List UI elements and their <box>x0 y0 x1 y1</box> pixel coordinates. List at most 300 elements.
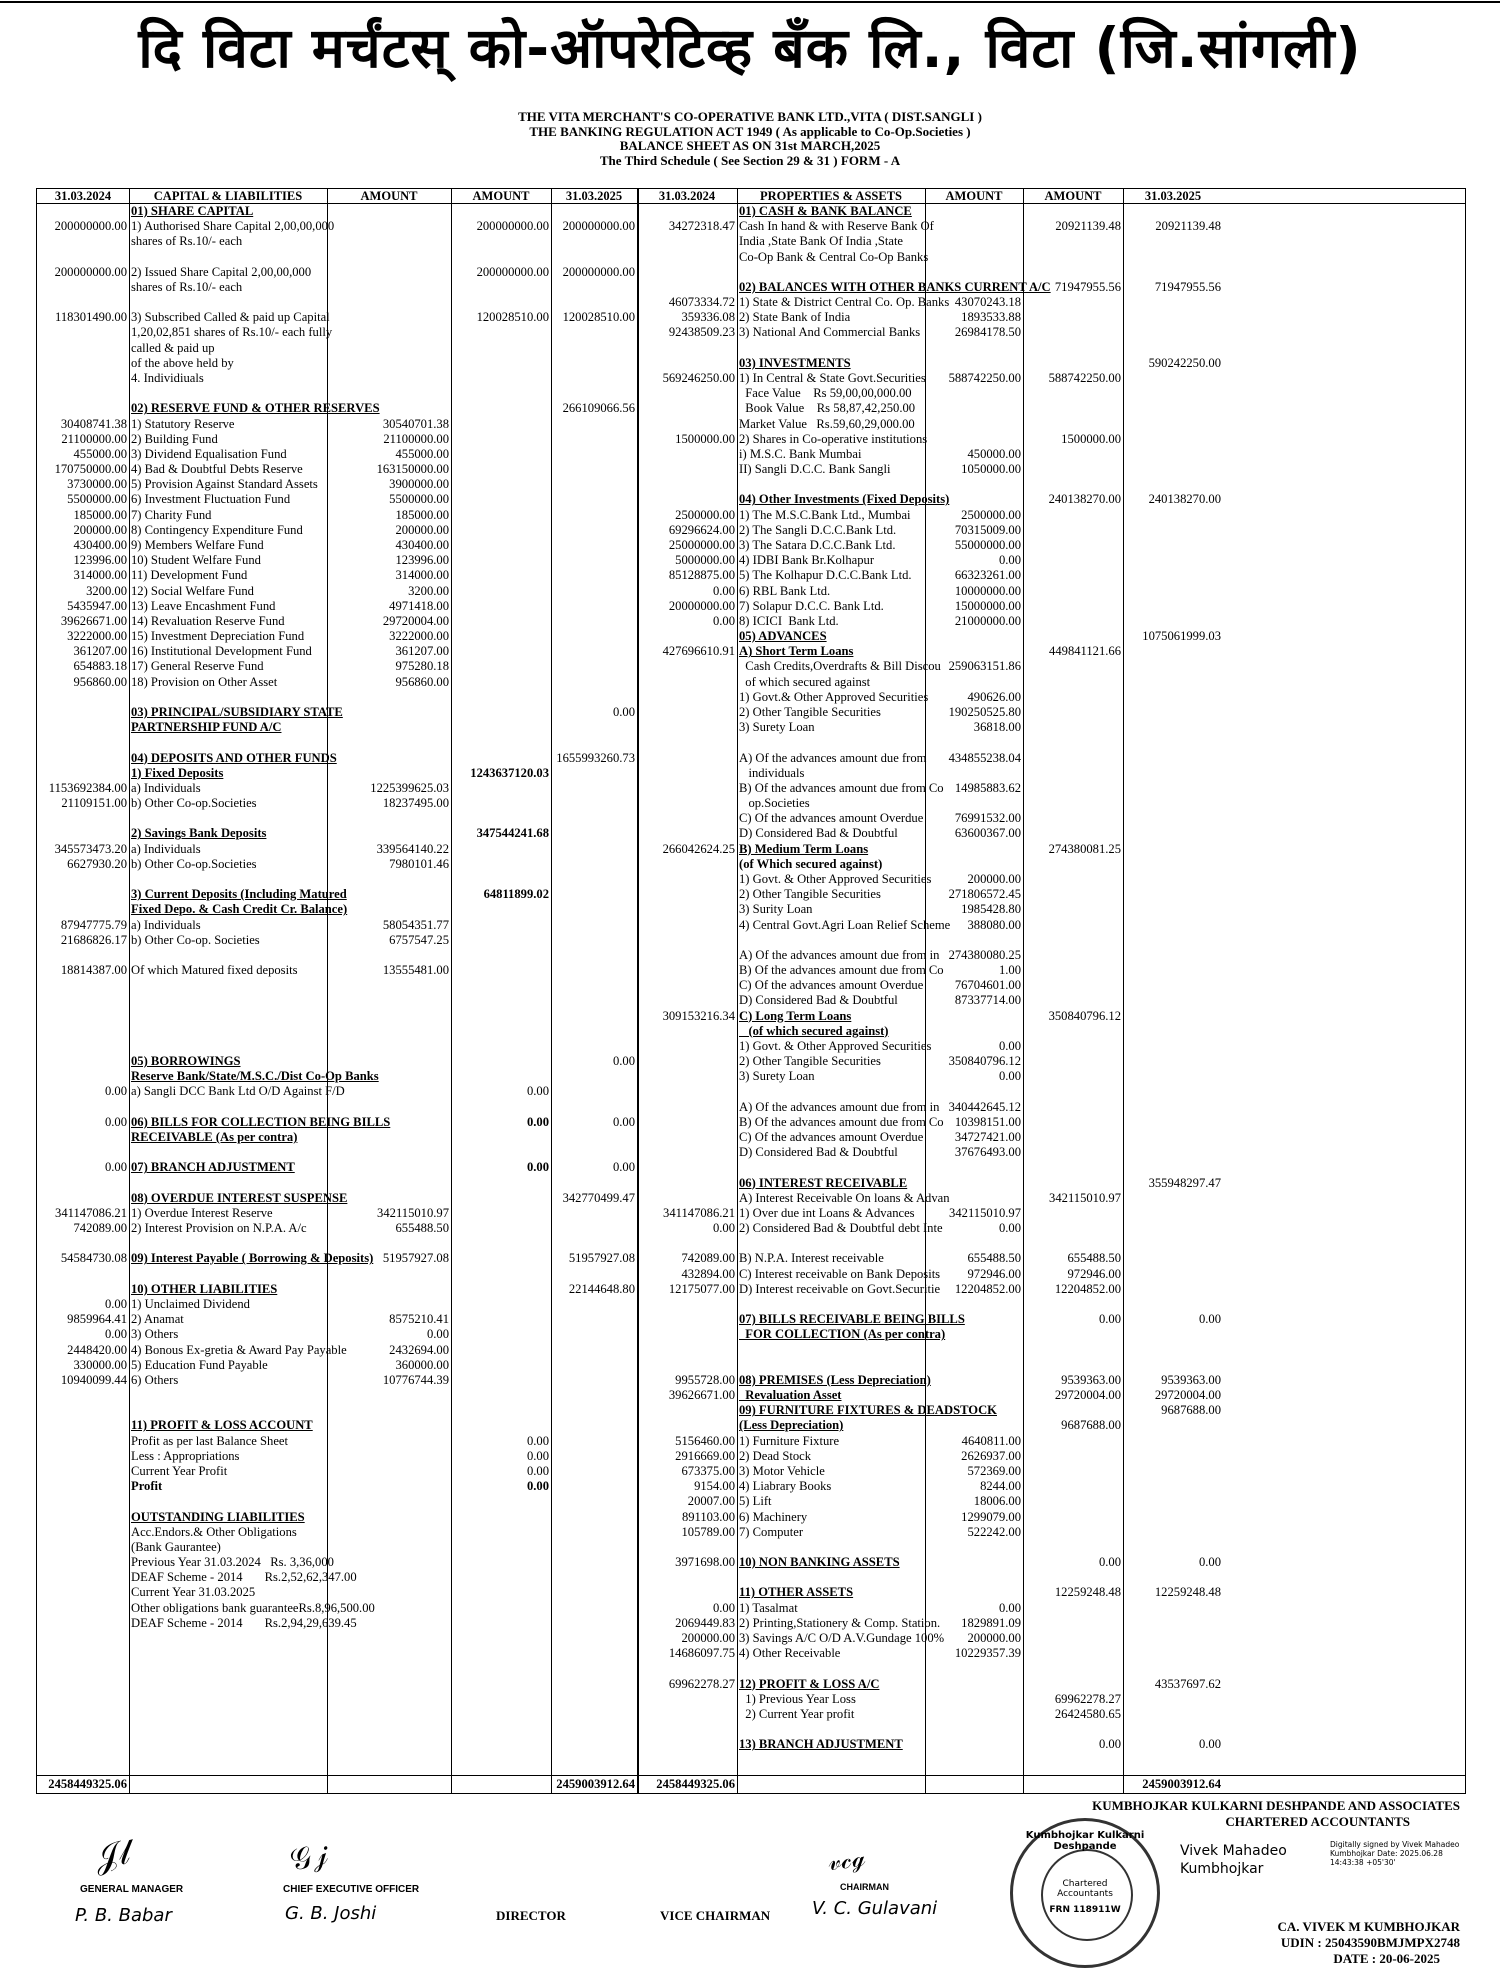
prev-year-amount: 21686826.17 <box>60 932 127 947</box>
particulars: 4) IDBI Bank Br.Kolhapur <box>739 553 875 568</box>
current-year-amount: 0.00 <box>1198 1737 1221 1752</box>
particulars: Market Value Rs.59,60,29,000.00 <box>739 416 915 431</box>
particulars: B) Medium Term Loans <box>739 841 869 856</box>
sub-amount: 450000.00 <box>967 446 1021 461</box>
prev-year-amount: 200000000.00 <box>54 264 127 279</box>
sub-amount: 340442645.12 <box>948 1099 1021 1114</box>
report-date: DATE : 20-06-2025 <box>1333 1951 1440 1966</box>
digital-signer-name: Vivek Mahadeo Kumbhojkar <box>1180 1843 1287 1877</box>
particulars: 08) OVERDUE INTEREST SUSPENSE <box>131 1190 348 1205</box>
particulars: 4) Central Govt.Agri Loan Relief Scheme <box>739 917 951 932</box>
heading-line-4: The Third Schedule ( See Section 29 & 31 ) FORM - A <box>599 152 901 168</box>
sub-amount: 15000000.00 <box>954 598 1021 613</box>
sub-amount: 271806572.45 <box>948 887 1021 902</box>
amount: 0.00 <box>526 1084 549 1099</box>
udin: UDIN : 25043590BMJMPX2748 <box>1280 1935 1460 1950</box>
particulars: 17) General Reserve Fund <box>131 659 264 674</box>
column-divider <box>551 189 552 1793</box>
particulars: 1) Statutory Reserve <box>131 416 235 431</box>
sub-amount: 123996.00 <box>395 553 449 568</box>
particulars: 3) Savings A/C O/D A.V.Gundage 100% <box>739 1630 945 1645</box>
particulars: 4) Bad & Doubtful Debts Reserve <box>131 462 303 477</box>
sub-amount: 339564140.22 <box>376 841 449 856</box>
particulars: 13) Leave Encashment Fund <box>131 598 276 613</box>
particulars: 1) Fixed Deposits <box>131 765 224 780</box>
sub-amount: 8244.00 <box>980 1479 1021 1494</box>
column-divider <box>925 189 926 1793</box>
sub-amount: 3900000.00 <box>389 477 449 492</box>
sub-amount: 361207.00 <box>395 644 449 659</box>
particulars: 05) ADVANCES <box>739 629 827 643</box>
amount: 449841121.66 <box>1049 644 1121 659</box>
particulars: shares of Rs.10/- each <box>131 279 243 294</box>
particulars: 3) National And Commercial Banks <box>739 325 921 340</box>
prev-year-amount: 105789.00 <box>681 1524 735 1539</box>
sub-amount: 274380080.25 <box>948 947 1021 962</box>
column-header: 31.03.2025 <box>1144 189 1202 203</box>
particulars: Co-Op Bank & Central Co-Op Banks <box>739 249 929 264</box>
particulars: (of which secured against) <box>739 1023 889 1038</box>
particulars: 18) Provision on Other Asset <box>131 674 278 689</box>
sub-amount: 350840796.12 <box>948 1054 1021 1069</box>
current-year-amount: 355948297.47 <box>1148 1175 1221 1190</box>
particulars: II) Sangli D.C.C. Bank Sangli <box>739 462 891 477</box>
current-year-amount: 590242250.00 <box>1148 355 1221 370</box>
particulars: 05) BORROWINGS <box>131 1054 241 1069</box>
column-header: CAPITAL & LIABILITIES <box>153 189 303 203</box>
sub-amount: 522242.00 <box>967 1524 1021 1539</box>
amount: 0.00 <box>526 1433 549 1448</box>
document-heading <box>0 110 1500 168</box>
particulars: 6) Machinery <box>739 1509 808 1524</box>
prev-year-amount: 359336.08 <box>681 310 735 325</box>
particulars: 11) OTHER ASSETS <box>739 1585 854 1600</box>
column-header: AMOUNT <box>360 189 418 203</box>
particulars: b) Other Co-op.Societies <box>131 796 257 810</box>
amount: 120028510.00 <box>476 310 549 325</box>
seal-frn: FRN 118911W <box>1049 1905 1121 1915</box>
ceo-name: G. B. Joshi <box>285 1903 377 1924</box>
amount: 1243637120.03 <box>470 765 549 780</box>
particulars: a) Individuals <box>131 780 201 795</box>
particulars: Current Year 31.03.2025 <box>131 1585 256 1600</box>
prev-year-amount: 0.00 <box>104 1114 127 1129</box>
particulars: 11) Development Fund <box>131 568 248 583</box>
particulars: 1) State & District Central Co. Op. Banks <box>739 295 950 310</box>
amount: 26424580.65 <box>1054 1706 1121 1721</box>
particulars: Cash In hand & with Reserve Bank Of <box>739 219 934 234</box>
particulars: 2) Savings Bank Deposits <box>131 826 267 841</box>
sub-amount: 10000000.00 <box>954 583 1021 598</box>
particulars: 7) Computer <box>739 1524 804 1539</box>
particulars: RECEIVABLE (As per contra) <box>131 1130 298 1144</box>
particulars: 2) Other Tangible Securities <box>739 704 881 719</box>
sub-amount: 0.00 <box>998 1069 1021 1084</box>
column-divider <box>327 189 328 1793</box>
prev-year-amount: 3971698.00 <box>675 1555 735 1569</box>
particulars: B) N.P.A. Interest receivable <box>739 1251 884 1266</box>
particulars: 06) INTEREST RECEIVABLE <box>739 1175 908 1190</box>
total-left-prev: 2458449325.06 <box>48 1777 127 1791</box>
particulars: 2) Anamat <box>131 1312 184 1327</box>
particulars: 7) Solapur D.C.C. Bank Ltd. <box>739 598 884 613</box>
particulars: DEAF Scheme - 2014 Rs.2,94,29,639.45 <box>131 1615 357 1630</box>
particulars: 01) CASH & BANK BALANCE <box>739 204 912 218</box>
particulars: 2) Considered Bad & Doubtful debt Inte <box>739 1221 943 1236</box>
prev-year-amount: 427696610.91 <box>662 644 735 659</box>
sub-amount: 434855238.04 <box>948 750 1021 765</box>
current-year-amount: 120028510.00 <box>562 310 635 325</box>
prev-year-amount: 341147086.21 <box>55 1205 127 1220</box>
particulars: C) Of the advances amount Overdue <box>739 1130 924 1144</box>
sub-amount: 87337714.00 <box>954 993 1021 1008</box>
particulars: C) Of the advances amount Overdue <box>739 811 924 826</box>
amount: 200000000.00 <box>476 264 549 279</box>
sub-amount: 0.00 <box>426 1327 449 1342</box>
prev-year-amount: 2069449.83 <box>675 1615 735 1630</box>
particulars: A) Of the advances amount due from in <box>739 947 940 962</box>
sub-amount: 63600367.00 <box>954 826 1021 841</box>
particulars: 3) Surety Loan <box>739 1069 815 1084</box>
particulars: 09) Interest Payable ( Borrowing & Deposits) <box>131 1251 374 1266</box>
particulars: D) Considered Bad & Doubtful <box>739 993 898 1008</box>
particulars: 03) PRINCIPAL/SUBSIDIARY STATE <box>131 704 343 719</box>
particulars: Cash Credits,Overdrafts & Bill Discou <box>739 659 941 674</box>
particulars: 2) Interest Provision on N.P.A. A/c <box>131 1221 307 1236</box>
particulars: 5) The Kolhapur D.C.C.Bank Ltd. <box>739 568 912 583</box>
seal-inner-text: Chartered Accountants <box>1057 1879 1113 1899</box>
prev-year-amount: 5435947.00 <box>67 598 127 613</box>
sub-amount: 572369.00 <box>967 1463 1021 1478</box>
prev-year-amount: 569246250.00 <box>662 371 735 385</box>
current-year-amount: 9539363.00 <box>1161 1372 1221 1387</box>
amount: 9687688.00 <box>1061 1418 1121 1433</box>
particulars: 1) Overdue Interest Reserve <box>131 1205 273 1220</box>
sub-amount: 4971418.00 <box>389 598 449 613</box>
bank-name-marathi: दि विटा मर्चंटस् को-ऑपरेटिव्ह बँक लि., विटा (जि.सांगली) <box>138 16 1362 80</box>
amount: 0.00 <box>1098 1555 1121 1569</box>
particulars: Fixed Depo. & Cash Credit Cr. Balance) <box>131 902 348 917</box>
chairman-name: V. C. Gulavani <box>812 1898 938 1919</box>
amount: 588742250.00 <box>1048 371 1121 385</box>
prev-year-amount: 1500000.00 <box>675 431 735 446</box>
prev-year-amount: 432894.00 <box>681 1266 735 1281</box>
particulars: Other obligations bank guaranteeRs.8,96,500.00 <box>131 1600 375 1615</box>
sub-amount: 655488.50 <box>395 1221 449 1236</box>
sub-amount: 190250525.80 <box>948 704 1021 719</box>
particulars: 5) Provision Against Standard Assets <box>131 477 318 492</box>
prev-year-amount: 3730000.00 <box>67 477 127 492</box>
particulars: Acc.Endors.& Other Obligations <box>131 1524 297 1539</box>
particulars: 8) ICICI Bank Ltd. <box>739 613 839 628</box>
current-year-amount: 1655993260.73 <box>556 750 635 765</box>
particulars: 4. Individiuals <box>131 371 204 385</box>
column-divider <box>737 189 738 1793</box>
amount: 12204852.00 <box>1054 1281 1121 1296</box>
amount: 1500000.00 <box>1061 431 1121 446</box>
particulars: shares of Rs.10/- each <box>131 234 243 249</box>
particulars: a) Individuals <box>131 917 201 932</box>
particulars: C) Of the advances amount Overdue <box>739 978 924 993</box>
current-year-amount: 240138270.00 <box>1148 492 1221 507</box>
sub-amount: 975280.18 <box>395 659 449 674</box>
amount: 0.00 <box>526 1463 549 1478</box>
current-year-amount: 0.00 <box>612 1054 635 1069</box>
particulars: 02) BALANCES WITH OTHER BANKS CURRENT A/C <box>739 279 1051 294</box>
prev-year-amount: 92438509.23 <box>668 325 735 340</box>
sub-amount: 342115010.97 <box>949 1205 1021 1220</box>
prev-year-amount: 0.00 <box>712 1221 735 1236</box>
prev-year-amount: 361207.00 <box>73 644 127 659</box>
current-year-amount: 0.00 <box>1198 1312 1221 1327</box>
particulars: individuals <box>739 765 805 780</box>
particulars: b) Other Co-op. Societies <box>131 932 260 947</box>
particulars: 6) RBL Bank Ltd. <box>739 583 831 598</box>
current-year-amount: 22144648.80 <box>568 1281 635 1296</box>
particulars: 01) SHARE CAPITAL <box>131 204 254 218</box>
particulars: 3) The Satara D.C.C.Bank Ltd. <box>739 538 896 552</box>
amount: 0.00 <box>1098 1737 1121 1752</box>
particulars: Profit <box>131 1479 163 1494</box>
prev-year-amount: 9955728.00 <box>675 1372 735 1387</box>
seal-text: Kumbhojkar Kulkarni Deshpande <box>1025 1830 1145 1852</box>
sub-amount: 10398151.00 <box>954 1114 1021 1129</box>
prev-year-amount: 1153692384.00 <box>48 780 127 795</box>
particulars: Book Value Rs 58,87,42,250.00 <box>739 401 916 416</box>
sub-amount: 200000.00 <box>967 1630 1021 1645</box>
particulars: PARTNERSHIP FUND A/C <box>131 720 282 735</box>
prev-year-amount: 891103.00 <box>681 1509 735 1524</box>
particulars: 6) Investment Fluctuation Fund <box>131 492 291 507</box>
prev-year-amount: 0.00 <box>712 613 735 628</box>
particulars: 3) Others <box>131 1327 179 1342</box>
column-header: 31.03.2024 <box>54 189 112 203</box>
particulars: 11) PROFIT & LOSS ACCOUNT <box>131 1418 313 1433</box>
particulars: DEAF Scheme - 2014 Rs.2,52,62,347.00 <box>131 1570 357 1585</box>
particulars: FOR COLLECTION (As per contra) <box>739 1327 946 1342</box>
column-divider <box>451 189 452 1793</box>
particulars: Revaluation Asset <box>739 1388 842 1402</box>
sub-amount: 6757547.25 <box>389 932 449 947</box>
amount: 342115010.97 <box>1049 1190 1121 1205</box>
prev-year-amount: 3222000.00 <box>67 629 127 643</box>
particulars: 2) Building Fund <box>131 431 218 446</box>
sub-amount: 200000.00 <box>395 522 449 537</box>
particulars: 5) Education Fund Payable <box>131 1357 268 1372</box>
particulars: 14) Revaluation Reserve Fund <box>131 613 285 628</box>
prev-year-amount: 5500000.00 <box>67 492 127 507</box>
sub-amount: 34727421.00 <box>954 1130 1021 1144</box>
prev-year-amount: 5000000.00 <box>675 553 735 568</box>
current-year-amount: 266109066.56 <box>562 401 635 416</box>
prev-year-amount: 185000.00 <box>73 507 127 522</box>
particulars: (Less Depreciation) <box>739 1418 844 1433</box>
particulars: 1) The M.S.C.Bank Ltd., Mumbai <box>739 507 911 522</box>
amount: 0.00 <box>526 1114 549 1129</box>
sub-amount: 314000.00 <box>395 568 449 583</box>
prev-year-amount: 34272318.47 <box>668 219 735 234</box>
particulars: 07) BILLS RECEIVABLE BEING BILLS <box>739 1312 965 1327</box>
prev-year-amount: 6627930.20 <box>67 856 127 871</box>
sub-amount: 1225399625.03 <box>370 780 449 795</box>
particulars: OUTSTANDING LIABILITIES <box>131 1509 305 1524</box>
particulars: 2) Printing,Stationery & Comp. Station. <box>739 1615 941 1630</box>
particulars: 1) Unclaimed Dividend <box>131 1297 250 1311</box>
sub-amount: 430400.00 <box>395 538 449 552</box>
ceo-signature: 𝒢𝒿 <box>286 1836 332 1879</box>
sub-amount: 2626937.00 <box>961 1448 1021 1463</box>
particulars: 4) Bonous Ex-gretia & Award Pay Payable <box>131 1342 347 1357</box>
amount: 69962278.27 <box>1054 1691 1121 1706</box>
particulars: i) M.S.C. Bank Mumbai <box>739 446 862 461</box>
current-year-amount: 0.00 <box>612 704 635 719</box>
prev-year-amount: 2448420.00 <box>67 1342 127 1357</box>
prev-year-amount: 742089.00 <box>681 1251 735 1266</box>
particulars: 3) Dividend Equalisation Fund <box>131 446 287 461</box>
sub-amount: 490626.00 <box>967 689 1021 704</box>
particulars: 12) PROFIT & LOSS A/C <box>739 1676 880 1691</box>
prev-year-amount: 314000.00 <box>73 568 127 583</box>
particulars: 2) Current Year profit <box>739 1706 855 1721</box>
prev-year-amount: 85128875.00 <box>668 568 735 583</box>
column-header: PROPERTIES & ASSETS <box>760 189 902 203</box>
sub-amount: 30540701.38 <box>382 416 449 431</box>
general-manager-label: GENERAL MANAGER <box>80 1884 184 1895</box>
prev-year-amount: 2916669.00 <box>675 1448 735 1463</box>
particulars: 7) Charity Fund <box>131 507 212 522</box>
current-year-amount: 51957927.08 <box>568 1251 635 1266</box>
sub-amount: 21100000.00 <box>383 431 449 446</box>
particulars: 3) Motor Vehicle <box>739 1463 825 1478</box>
prev-year-amount: 12175077.00 <box>668 1281 735 1296</box>
prev-year-amount: 200000.00 <box>681 1630 735 1645</box>
sub-amount: 455000.00 <box>395 446 449 461</box>
column-divider <box>637 189 639 1793</box>
prev-year-amount: 742089.00 <box>73 1221 127 1236</box>
sub-amount: 13555481.00 <box>382 963 449 977</box>
sub-amount: 76991532.00 <box>954 811 1021 826</box>
particulars: 1) Furniture Fixture <box>739 1433 840 1448</box>
current-year-amount: 12259248.48 <box>1154 1585 1221 1600</box>
particulars: Previous Year 31.03.2024 Rs. 3,36,000 <box>131 1555 334 1569</box>
amount: 200000000.00 <box>476 219 549 234</box>
particulars: 2) Other Tangible Securities <box>739 1054 881 1069</box>
sub-amount: 342115010.97 <box>377 1205 449 1220</box>
sub-amount: 29720004.00 <box>382 613 449 628</box>
prev-year-amount: 341147086.21 <box>663 1205 735 1220</box>
prev-year-amount: 5156460.00 <box>675 1433 735 1448</box>
particulars: 1) Govt. & Other Approved Securities <box>739 871 932 886</box>
prev-year-amount: 9859964.41 <box>67 1312 127 1327</box>
particulars: 3) Surity Loan <box>739 902 813 917</box>
sub-amount: 76704601.00 <box>954 978 1021 993</box>
prev-year-amount: 200000.00 <box>73 522 127 537</box>
sub-amount: 200000.00 <box>967 871 1021 886</box>
particulars: 07) BRANCH ADJUSTMENT <box>131 1160 295 1175</box>
sub-amount: 1985428.80 <box>961 902 1021 917</box>
particulars: 2) The Sangli D.C.C.Bank Ltd. <box>739 522 897 537</box>
sub-amount: 0.00 <box>998 553 1021 568</box>
particulars: 1) Over due int Loans & Advances <box>739 1205 915 1220</box>
sub-amount: 43070243.18 <box>954 295 1021 310</box>
sub-amount: 956860.00 <box>395 674 449 689</box>
particulars: Profit as per last Balance Sheet <box>131 1433 289 1448</box>
particulars: 10) Student Welfare Fund <box>131 553 261 568</box>
amount: 29720004.00 <box>1054 1388 1121 1402</box>
prev-year-amount: 654883.18 <box>73 659 127 674</box>
particulars: C) Interest receivable on Bank Deposits <box>739 1266 941 1281</box>
sub-amount: 36818.00 <box>973 720 1021 735</box>
heading-line-1: THE VITA MERCHANT'S CO-OPERATIVE BANK LTD.,VITA ( DIST.SANGLI ) <box>518 109 982 124</box>
prev-year-amount: 200000000.00 <box>54 219 127 234</box>
particulars: 1) Previous Year Loss <box>739 1691 856 1706</box>
sub-amount: 18006.00 <box>973 1494 1021 1509</box>
particulars: 13) BRANCH ADJUSTMENT <box>739 1737 903 1752</box>
particulars: 10) NON BANKING ASSETS <box>739 1555 900 1569</box>
particulars: (of Which secured against) <box>739 856 883 871</box>
amount: 71947955.56 <box>1054 279 1121 294</box>
particulars: of which secured against <box>739 674 871 689</box>
vice-chairman-label: VICE CHAIRMAN <box>660 1908 771 1923</box>
amount: 12259248.48 <box>1054 1585 1121 1600</box>
current-year-amount: 20921139.48 <box>1155 219 1221 234</box>
prev-year-amount: 39626671.00 <box>668 1388 735 1402</box>
sub-amount: 1299079.00 <box>961 1509 1021 1524</box>
particulars: 15) Investment Depreciation Fund <box>131 629 305 643</box>
particulars: 2) Dead Stock <box>739 1448 812 1463</box>
sub-amount: 12204852.00 <box>954 1281 1021 1296</box>
prev-year-amount: 430400.00 <box>73 538 127 552</box>
gm-name: P. B. Babar <box>75 1905 172 1926</box>
column-header: AMOUNT <box>945 189 1003 203</box>
particulars: a) Individuals <box>131 841 201 856</box>
sub-amount: 55000000.00 <box>954 538 1021 552</box>
particulars: a) Sangli DCC Bank Ltd O/D Against F/D <box>131 1084 345 1099</box>
prev-year-amount: 69962278.27 <box>668 1676 735 1691</box>
sub-amount: 1050000.00 <box>961 462 1021 477</box>
column-divider <box>1023 189 1024 1793</box>
particulars: 02) RESERVE FUND & OTHER RESERVES <box>131 401 380 416</box>
current-year-amount: 342770499.47 <box>562 1190 635 1205</box>
sub-amount: 51957927.08 <box>382 1251 449 1266</box>
particulars: 1) Authorised Share Capital 2,00,00,000 <box>131 219 335 234</box>
prev-year-amount: 30408741.38 <box>60 416 127 431</box>
balance-sheet-table <box>36 188 1466 1794</box>
top-border <box>0 1 1500 3</box>
column-divider <box>1123 189 1124 1793</box>
particulars: B) Of the advances amount due from Co <box>739 780 944 795</box>
prev-year-amount: 123996.00 <box>73 553 127 568</box>
prev-year-amount: 0.00 <box>712 583 735 598</box>
amount: 347544241.68 <box>476 826 549 841</box>
prev-year-amount: 330000.00 <box>73 1357 127 1372</box>
amount: 0.00 <box>1098 1312 1121 1327</box>
particulars: 2) Shares in Co-operative institutions <box>739 431 928 446</box>
sub-amount: 66323261.00 <box>954 568 1021 583</box>
sub-amount: 5500000.00 <box>389 492 449 507</box>
particulars: 1) Govt. & Other Approved Securities <box>739 1038 932 1053</box>
column-header: 31.03.2025 <box>565 189 623 203</box>
prev-year-amount: 46073334.72 <box>668 295 735 310</box>
current-year-amount: 0.00 <box>612 1114 635 1129</box>
column-header: AMOUNT <box>1044 189 1102 203</box>
particulars: Face Value Rs 59,00,00,000.00 <box>739 386 912 401</box>
particulars: Current Year Profit <box>131 1463 228 1478</box>
sub-amount: 1829891.09 <box>961 1615 1021 1630</box>
particulars: 3) Current Deposits (Including Matured <box>131 887 347 902</box>
particulars: India ,State Bank Of India ,State <box>739 234 904 249</box>
sub-amount: 3200.00 <box>408 583 449 598</box>
